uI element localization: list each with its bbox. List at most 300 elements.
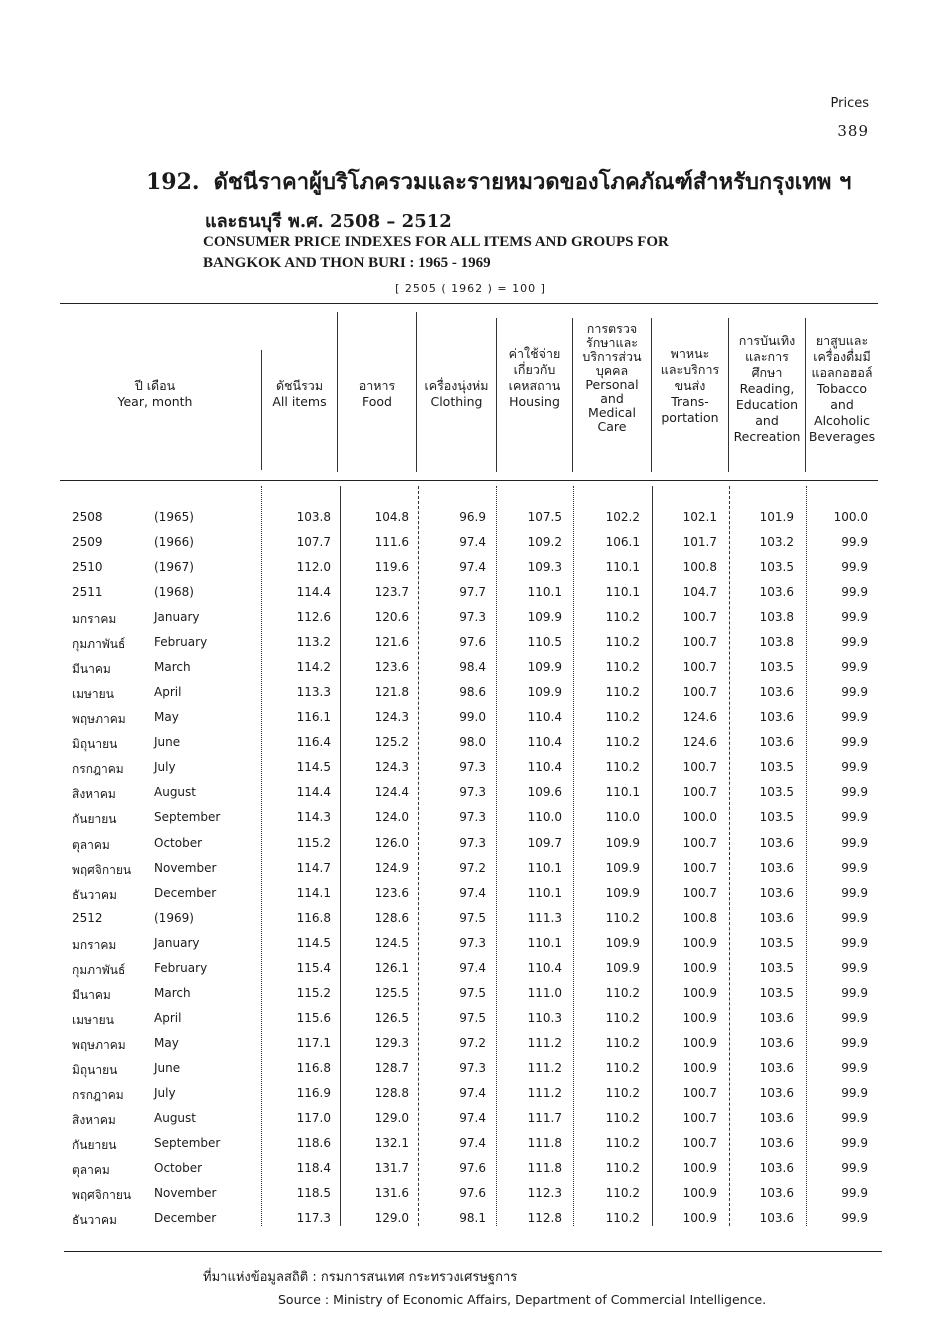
table-cell: 99.9 — [841, 835, 868, 850]
row-sublabel: October — [154, 1161, 203, 1176]
table-cell: 110.2 — [605, 735, 640, 750]
table-cell: 97.4 — [459, 1110, 486, 1125]
table-row — [0, 836, 941, 861]
table-cell: 103.6 — [759, 1211, 794, 1226]
table-cell: 99.9 — [841, 710, 868, 725]
table-cell: 99.9 — [841, 535, 868, 550]
table-cell: 115.2 — [296, 835, 331, 850]
table-cell: 110.0 — [527, 810, 562, 825]
table-cell: 110.2 — [605, 1136, 640, 1150]
table-cell: 97.3 — [459, 935, 486, 950]
header-en: Personal — [585, 377, 639, 392]
table-cell: 103.6 — [759, 835, 794, 850]
table-cell: 116.9 — [296, 1085, 331, 1100]
table-row — [0, 760, 941, 785]
table-cell: 116.4 — [296, 735, 331, 750]
table-cell: 109.9 — [527, 685, 562, 700]
table-cell: 103.2 — [759, 535, 794, 550]
row-sublabel: (1969) — [154, 910, 194, 925]
row-sublabel: January — [154, 935, 200, 950]
header-th: ขนส่ง — [674, 378, 706, 393]
table-cell: 109.9 — [527, 660, 562, 675]
table-cell: 100.8 — [682, 560, 717, 575]
table-cell: 109.9 — [605, 935, 640, 950]
table-cell: 102.2 — [605, 510, 640, 524]
table-cell: 110.4 — [527, 760, 562, 775]
table-row — [0, 660, 941, 685]
table-cell: 103.5 — [759, 660, 794, 675]
row-label: เมษายน — [72, 1012, 114, 1027]
table-cell: 104.8 — [374, 510, 409, 524]
table-number: 192. — [146, 169, 200, 195]
table-cell: 97.4 — [459, 960, 486, 975]
table-cell: 99.9 — [841, 1035, 868, 1050]
table-cell: 99.9 — [841, 985, 868, 1000]
table-cell: 111.6 — [374, 535, 409, 550]
table-cell: 97.3 — [459, 835, 486, 850]
table-cell: 99.9 — [841, 785, 868, 800]
table-cell: 117.3 — [296, 1211, 331, 1226]
table-row — [0, 635, 941, 660]
table-cell: 99.9 — [841, 1186, 868, 1201]
header-en: Recreation — [733, 429, 801, 444]
table-cell: 106.1 — [605, 535, 640, 550]
table-cell: 99.9 — [841, 760, 868, 775]
table-cell: 115.6 — [296, 1010, 331, 1025]
table-cell: 110.2 — [605, 635, 640, 650]
row-sublabel: January — [154, 610, 200, 625]
table-row — [0, 1161, 941, 1186]
header-th: พาหนะ — [670, 346, 710, 361]
table-cell: 110.2 — [605, 1010, 640, 1025]
title-english-line2: BANGKOK AND THON BURI : 1965 - 1969 — [203, 255, 491, 271]
table-cell: 129.0 — [374, 1110, 409, 1125]
table-row — [0, 1136, 941, 1161]
header-th: ศึกษา — [751, 365, 783, 380]
header-th: และการ — [745, 349, 789, 364]
row-label: กันยายน — [72, 812, 117, 827]
table-cell: 114.7 — [296, 860, 331, 875]
table-cell: 100.0 — [682, 810, 717, 825]
header-th: เครื่องดื่มมี — [813, 349, 871, 364]
table-cell: 103.6 — [759, 1161, 794, 1176]
table-cell: 100.9 — [682, 1060, 717, 1075]
table-row — [0, 810, 941, 835]
table-cell: 112.3 — [527, 1186, 562, 1201]
table-cell: 103.5 — [759, 785, 794, 800]
table-cell: 99.9 — [841, 685, 868, 700]
table-row — [0, 1111, 941, 1136]
table-cell: 126.1 — [374, 960, 409, 975]
row-label: มิถุนายน — [72, 737, 118, 752]
table-cell: 97.2 — [459, 1035, 486, 1050]
table-cell: 124.3 — [374, 760, 409, 775]
table-cell: 109.9 — [605, 835, 640, 850]
table-cell: 97.4 — [459, 560, 486, 575]
table-cell: 103.8 — [759, 635, 794, 650]
header-th: และบริการ — [660, 362, 720, 377]
row-label: กุมภาพันธ์ — [72, 962, 126, 977]
table-cell: 97.4 — [459, 535, 486, 550]
row-label: กุมภาพันธ์ — [72, 637, 126, 652]
table-cell: 114.4 — [296, 585, 331, 600]
row-sublabel: August — [154, 1110, 196, 1125]
table-cell: 103.8 — [759, 610, 794, 625]
row-sublabel: September — [154, 810, 221, 825]
table-cell: 132.1 — [374, 1136, 409, 1150]
table-cell: 128.6 — [374, 910, 409, 925]
table-cell: 125.2 — [374, 735, 409, 750]
header-en: Clothing — [430, 394, 483, 409]
row-label: มกราคม — [72, 937, 117, 952]
table-cell: 114.5 — [296, 935, 331, 950]
row-label: กันยายน — [72, 1138, 117, 1152]
table-cell: 114.4 — [296, 785, 331, 800]
table-cell: 99.9 — [841, 935, 868, 950]
table-cell: 103.5 — [759, 960, 794, 975]
table-cell: 100.7 — [682, 1085, 717, 1100]
table-row — [0, 585, 941, 610]
table-cell: 97.5 — [459, 985, 486, 1000]
row-label: 2510 — [72, 560, 103, 575]
table-cell: 103.6 — [759, 1010, 794, 1025]
table-cell: 99.9 — [841, 610, 868, 625]
row-label: พฤศจิกายน — [72, 1188, 132, 1203]
row-sublabel: June — [154, 735, 181, 750]
table-cell: 109.9 — [605, 860, 640, 875]
row-label: มิถุนายน — [72, 1062, 118, 1077]
table-cell: 99.0 — [459, 710, 486, 725]
table-cell: 103.6 — [759, 910, 794, 925]
table-cell: 119.6 — [374, 560, 409, 575]
table-row — [0, 560, 941, 585]
table-cell: 110.2 — [605, 985, 640, 1000]
table-cell: 103.6 — [759, 1035, 794, 1050]
table-cell: 111.0 — [527, 985, 562, 1000]
header-housing — [497, 346, 572, 410]
row-sublabel: December — [154, 885, 217, 900]
header-recreation — [729, 333, 805, 445]
row-label: มกราคม — [72, 612, 117, 627]
row-label: 2508 — [72, 510, 103, 524]
table-cell: 110.2 — [605, 710, 640, 725]
table-title-thai — [146, 164, 851, 199]
header-th: การตรวจ — [586, 321, 638, 336]
table-cell: 126.0 — [374, 835, 409, 850]
table-cell: 99.9 — [841, 1136, 868, 1150]
table-cell: 124.0 — [374, 810, 409, 825]
header-en: Tobacco — [816, 381, 868, 396]
table-cell: 123.7 — [374, 585, 409, 600]
table-cell: 128.8 — [374, 1085, 409, 1100]
title-english-line1: CONSUMER PRICE INDEXES FOR ALL ITEMS AND GROUPS FOR — [203, 234, 669, 250]
table-cell: 100.9 — [682, 960, 717, 975]
table-cell: 100.7 — [682, 610, 717, 625]
header-th: ปี เดือน — [134, 378, 176, 393]
table-cell: 109.3 — [527, 560, 562, 575]
header-th: เกี่ยวกับ — [513, 362, 556, 377]
header-transportation — [652, 346, 728, 426]
table-row — [0, 986, 941, 1011]
table-cell: 123.6 — [374, 885, 409, 900]
table-cell: 109.2 — [527, 535, 562, 550]
table-cell: 107.5 — [527, 510, 562, 524]
table-row — [0, 886, 941, 911]
row-sublabel: September — [154, 1136, 221, 1150]
row-sublabel: November — [154, 1186, 217, 1201]
table-cell: 117.0 — [296, 1110, 331, 1125]
table-cell: 97.3 — [459, 810, 486, 825]
table-cell: 97.4 — [459, 1136, 486, 1150]
table-cell: 126.5 — [374, 1010, 409, 1025]
table-row — [0, 1011, 941, 1036]
table-cell: 96.9 — [459, 510, 486, 524]
row-sublabel: August — [154, 785, 196, 800]
table-cell: 109.7 — [527, 835, 562, 850]
table-cell: 100.7 — [682, 1136, 717, 1150]
header-medical-care — [573, 322, 651, 434]
header-th: แอลกอฮอล์ — [811, 365, 873, 380]
table-cell: 99.9 — [841, 560, 868, 575]
table-cell: 99.9 — [841, 810, 868, 825]
table-cell: 116.8 — [296, 1060, 331, 1075]
base-period: [ 2505 ( 1962 ) = 100 ] — [395, 282, 546, 295]
row-label: 2509 — [72, 535, 103, 550]
table-cell: 103.6 — [759, 885, 794, 900]
table-cell: 100.7 — [682, 860, 717, 875]
table-cell: 131.7 — [374, 1161, 409, 1176]
table-cell: 100.9 — [682, 1035, 717, 1050]
row-sublabel: (1966) — [154, 535, 194, 550]
row-sublabel: (1968) — [154, 585, 194, 600]
table-cell: 99.9 — [841, 860, 868, 875]
table-cell: 109.9 — [605, 885, 640, 900]
header-th: ค่าใช้จ่าย — [508, 346, 561, 361]
table-cell: 110.2 — [605, 610, 640, 625]
table-title-english — [203, 232, 669, 274]
table-cell: 97.4 — [459, 885, 486, 900]
table-cell: 124.5 — [374, 935, 409, 950]
table-cell: 114.5 — [296, 760, 331, 775]
header-th: ดัชนีรวม — [275, 378, 324, 393]
table-cell: 129.0 — [374, 1211, 409, 1226]
header-th: ยาสูบและ — [815, 333, 869, 348]
table-row — [0, 510, 941, 535]
header-en: All items — [272, 394, 327, 409]
table-cell: 107.7 — [296, 535, 331, 550]
table-row — [0, 735, 941, 760]
table-cell: 110.2 — [605, 1110, 640, 1125]
table-cell: 100.7 — [682, 885, 717, 900]
table-row — [0, 936, 941, 961]
header-food — [338, 378, 416, 410]
table-row — [0, 610, 941, 635]
table-cell: 110.0 — [605, 810, 640, 825]
table-row — [0, 1061, 941, 1086]
table-cell: 97.5 — [459, 910, 486, 925]
table-cell: 110.4 — [527, 735, 562, 750]
table-cell: 99.9 — [841, 1110, 868, 1125]
table-cell: 124.3 — [374, 710, 409, 725]
table-cell: 110.1 — [527, 585, 562, 600]
section-label: Prices — [830, 96, 869, 111]
table-cell: 99.9 — [841, 660, 868, 675]
header-tobacco — [806, 333, 878, 445]
table-cell: 100.9 — [682, 1161, 717, 1176]
table-cell: 99.9 — [841, 585, 868, 600]
row-label: 2512 — [72, 910, 103, 925]
row-sublabel: May — [154, 710, 179, 725]
column-divider — [261, 350, 262, 470]
row-label: ธันวาคม — [72, 887, 117, 902]
table-cell: 101.9 — [759, 510, 794, 524]
header-all-items — [262, 378, 337, 410]
table-cell: 101.7 — [682, 535, 717, 550]
table-row — [0, 1036, 941, 1061]
table-cell: 111.8 — [527, 1161, 562, 1176]
table-cell: 129.3 — [374, 1035, 409, 1050]
row-label: เมษายน — [72, 687, 114, 702]
table-cell: 110.2 — [605, 1186, 640, 1201]
table-cell: 99.9 — [841, 1211, 868, 1226]
table-cell: 103.5 — [759, 760, 794, 775]
table-cell: 110.3 — [527, 1010, 562, 1025]
header-en: and — [600, 391, 624, 406]
table-cell: 110.2 — [605, 760, 640, 775]
table-cell: 121.8 — [374, 685, 409, 700]
table-cell: 99.9 — [841, 635, 868, 650]
table-cell: 118.4 — [296, 1161, 331, 1176]
table-cell: 98.1 — [459, 1211, 486, 1226]
table-cell: 99.9 — [841, 1085, 868, 1100]
source-note-english: Source : Ministry of Economic Affairs, Department of Commercial Intelligence. — [278, 1292, 767, 1307]
row-sublabel: June — [154, 1060, 181, 1075]
header-th: บริการส่วน — [582, 349, 642, 364]
header-en: Housing — [509, 394, 560, 409]
table-cell: 103.6 — [759, 1186, 794, 1201]
table-row — [0, 1211, 941, 1236]
table-cell: 110.1 — [527, 860, 562, 875]
table-cell: 128.7 — [374, 1060, 409, 1075]
table-cell: 100.7 — [682, 1110, 717, 1125]
table-cell: 109.9 — [527, 610, 562, 625]
table-cell: 97.3 — [459, 1060, 486, 1075]
table-cell: 115.4 — [296, 960, 331, 975]
table-cell: 110.2 — [605, 1085, 640, 1100]
table-cell: 123.6 — [374, 660, 409, 675]
table-cell: 118.5 — [296, 1186, 331, 1201]
page-number: 389 — [837, 122, 869, 140]
header-th: บุคคล — [595, 363, 629, 378]
row-sublabel: April — [154, 685, 182, 700]
row-sublabel: March — [154, 985, 191, 1000]
row-sublabel: May — [154, 1035, 179, 1050]
table-cell: 110.1 — [605, 785, 640, 800]
table-cell: 103.6 — [759, 860, 794, 875]
header-bottom-rule — [60, 480, 878, 481]
table-cell: 112.8 — [527, 1211, 562, 1226]
row-sublabel: July — [154, 760, 176, 775]
row-label: สิงหาคม — [72, 787, 116, 802]
table-cell: 97.7 — [459, 585, 486, 600]
source-note-thai: ที่มาแห่งข้อมูลสถิติ : กรมการสนเทศ กระทรวงเศรษฐการ — [203, 1270, 518, 1285]
row-label: กรกฎาคม — [72, 1087, 124, 1102]
row-label: พฤษภาคม — [72, 712, 126, 727]
header-en: Medical — [588, 405, 636, 420]
table-cell: 116.1 — [296, 710, 331, 725]
table-cell: 100.7 — [682, 785, 717, 800]
table-cell: 124.6 — [682, 710, 717, 725]
table-cell: 100.7 — [682, 760, 717, 775]
row-label: 2511 — [72, 585, 103, 600]
table-cell: 100.7 — [682, 660, 717, 675]
table-cell: 131.6 — [374, 1186, 409, 1201]
table-row — [0, 961, 941, 986]
row-sublabel: November — [154, 860, 217, 875]
row-label: ตุลาคม — [72, 837, 110, 852]
table-cell: 98.0 — [459, 735, 486, 750]
table-cell: 97.5 — [459, 1010, 486, 1025]
table-cell: 102.1 — [682, 510, 717, 524]
header-en: and — [755, 413, 779, 428]
table-cell: 110.2 — [605, 1161, 640, 1176]
table-cell: 99.9 — [841, 1060, 868, 1075]
table-cell: 103.6 — [759, 1136, 794, 1150]
table-cell: 120.6 — [374, 610, 409, 625]
table-row — [0, 911, 941, 936]
table-cell: 111.2 — [527, 1060, 562, 1075]
table-cell: 100.7 — [682, 835, 717, 850]
table-cell: 110.5 — [527, 635, 562, 650]
table-cell: 100.7 — [682, 635, 717, 650]
row-sublabel: March — [154, 660, 191, 675]
row-sublabel: (1965) — [154, 510, 194, 524]
table-cell: 97.3 — [459, 785, 486, 800]
table-cell: 103.6 — [759, 1060, 794, 1075]
table-cell: 103.6 — [759, 1110, 794, 1125]
table-cell: 97.3 — [459, 760, 486, 775]
table-cell: 103.6 — [759, 710, 794, 725]
row-sublabel: December — [154, 1211, 217, 1226]
table-cell: 103.6 — [759, 585, 794, 600]
row-label: ตุลาคม — [72, 1163, 110, 1178]
header-en: Trans- — [671, 394, 709, 409]
table-cell: 111.2 — [527, 1035, 562, 1050]
table-cell: 97.4 — [459, 1085, 486, 1100]
table-cell: 99.9 — [841, 960, 868, 975]
table-cell: 97.6 — [459, 635, 486, 650]
table-cell: 100.9 — [682, 1211, 717, 1226]
table-cell: 110.4 — [527, 960, 562, 975]
table-cell: 110.1 — [527, 885, 562, 900]
header-th: การบันเทิง — [738, 333, 796, 348]
table-cell: 100.8 — [682, 910, 717, 925]
table-row — [0, 535, 941, 560]
table-cell: 104.7 — [682, 585, 717, 600]
table-cell: 109.9 — [605, 960, 640, 975]
header-en: and — [830, 397, 854, 412]
header-year-month — [90, 378, 220, 410]
table-cell: 103.6 — [759, 685, 794, 700]
header-th: เครื่องนุ่งห่ม — [424, 378, 489, 393]
table-cell: 103.5 — [759, 560, 794, 575]
table-cell: 124.4 — [374, 785, 409, 800]
table-cell: 110.1 — [605, 560, 640, 575]
table-bottom-rule — [64, 1251, 882, 1252]
table-cell: 97.2 — [459, 860, 486, 875]
table-row — [0, 785, 941, 810]
table-cell: 103.8 — [296, 510, 331, 524]
